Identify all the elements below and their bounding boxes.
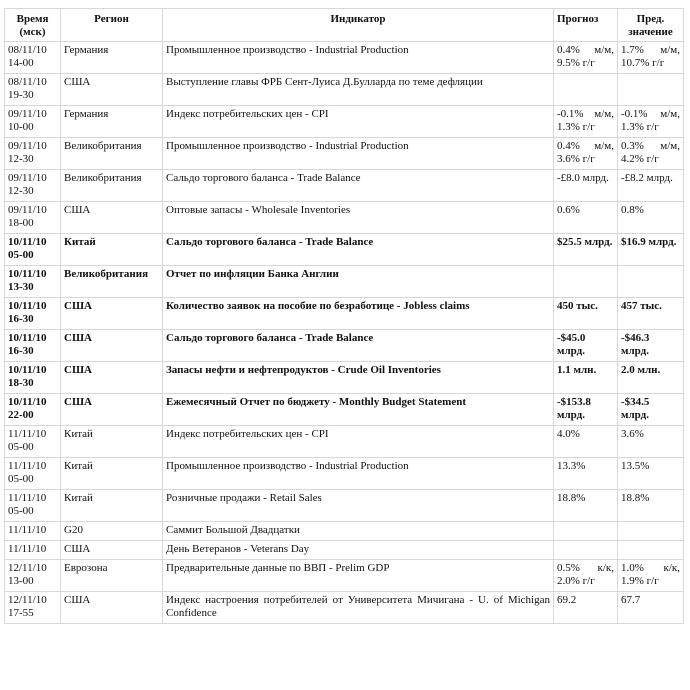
forecast-cell: 1.1 млн. [554,362,618,394]
date-text: 11/11/10 [8,492,47,504]
previous-cell: 18.8% [618,490,684,522]
time-cell [5,592,61,624]
time-cell [5,234,61,266]
time-cell [5,426,61,458]
date-text: 09/11/10 [8,108,47,120]
time-cell [5,560,61,592]
indicator-cell: Индекс настроения потребителей от Университета Мичигана - U. of Michigan Confidence [163,592,554,624]
region-cell: Китай [61,490,163,522]
date-text: 11/11/10 [8,428,47,440]
time-cell [5,541,61,560]
header-previous-line1: Пред. [636,13,665,25]
previous-cell [618,266,684,298]
region-cell: США [61,541,163,560]
table-row [5,138,684,170]
table-row [5,42,684,74]
time-text: 05-00 [8,249,34,261]
time-text: 16-30 [8,313,34,325]
time-text: 18-30 [8,377,34,389]
time-text: 22-00 [8,409,34,421]
time-text: 18-00 [8,217,34,229]
date-text: 09/11/10 [8,172,47,184]
previous-cell: -$34.5 млрд. [618,394,684,426]
table-row [5,458,684,490]
indicator-cell: Отчет по инфляции Банка Англии [163,266,554,298]
time-cell [5,106,61,138]
header-previous [618,9,684,42]
table-row [5,74,684,106]
indicator-cell: День Ветеранов - Veterans Day [163,541,554,560]
table-row [5,234,684,266]
indicator-cell: Саммит Большой Двадцатки [163,522,554,541]
date-text: 10/11/10 [8,364,47,376]
header-row [5,9,684,42]
indicator-cell: Выступление главы ФРБ Сент-Луиса Д.Булларда по теме дефляции [163,74,554,106]
economic-calendar-table [4,8,684,624]
forecast-cell: 18.8% [554,490,618,522]
indicator-cell: Промышленное производство - Industrial Production [163,458,554,490]
time-cell [5,458,61,490]
previous-cell: 2.0 млн. [618,362,684,394]
date-text: 10/11/10 [8,396,47,408]
forecast-cell [554,266,618,298]
indicator-cell: Сальдо торгового баланса - Trade Balance [163,330,554,362]
region-cell: США [61,394,163,426]
previous-cell [618,74,684,106]
forecast-cell: -£8.0 млрд. [554,170,618,202]
time-cell [5,490,61,522]
forecast-cell [554,541,618,560]
indicator-cell: Промышленное производство - Industrial Production [163,138,554,170]
forecast-cell [554,522,618,541]
time-text: 05-00 [8,473,34,485]
forecast-cell: 450 тыс. [554,298,618,330]
indicator-cell: Запасы нефти и нефтепродуктов - Crude Oil Inventories [163,362,554,394]
date-text: 11/11/10 [8,460,47,472]
time-text: 05-00 [8,441,34,453]
time-text: 16-30 [8,345,34,357]
previous-cell: -$46.3 млрд. [618,330,684,362]
table-row [5,541,684,560]
previous-cell [618,522,684,541]
date-text: 12/11/10 [8,562,47,574]
region-cell: Германия [61,106,163,138]
forecast-cell: 69.2 [554,592,618,624]
table-row [5,202,684,234]
date-text: 10/11/10 [8,300,47,312]
previous-cell: 1.7% м/м, 10.7% г/г [618,42,684,74]
date-text: 12/11/10 [8,594,47,606]
indicator-cell: Сальдо торгового баланса - Trade Balance [163,170,554,202]
time-text: 10-00 [8,121,34,133]
forecast-cell: 0.6% [554,202,618,234]
previous-cell: 13.5% [618,458,684,490]
time-cell [5,138,61,170]
previous-cell: 3.6% [618,426,684,458]
region-cell: США [61,592,163,624]
date-text: 11/11/10 [8,543,47,555]
date-text: 10/11/10 [8,236,47,248]
header-time [5,9,61,42]
region-cell: Великобритания [61,138,163,170]
time-text: 12-30 [8,185,34,197]
table-row [5,394,684,426]
date-text: 08/11/10 [8,76,47,88]
table-row [5,298,684,330]
indicator-cell: Предварительные данные по ВВП - Prelim GDP [163,560,554,592]
indicator-cell: Розничные продажи - Retail Sales [163,490,554,522]
time-cell [5,522,61,541]
time-cell [5,362,61,394]
indicator-cell: Количество заявок на пособие по безработице - Jobless claims [163,298,554,330]
previous-cell: -0.1% м/м, 1.3% г/г [618,106,684,138]
previous-cell: 457 тыс. [618,298,684,330]
header-region: Регион [61,9,163,42]
indicator-cell: Индекс потребительских цен - CPI [163,426,554,458]
region-cell: Германия [61,42,163,74]
header-indicator: Индикатор [163,9,554,42]
header-forecast: Прогноз [554,9,618,42]
header-time-line1: Время [16,13,49,25]
region-cell: Великобритания [61,266,163,298]
region-cell: США [61,74,163,106]
table-row [5,490,684,522]
forecast-cell: 0.4% м/м, 3.6% г/г [554,138,618,170]
region-cell: Китай [61,426,163,458]
region-cell: Китай [61,234,163,266]
region-cell: Великобритания [61,170,163,202]
previous-cell: 67.7 [618,592,684,624]
indicator-cell: Сальдо торгового баланса - Trade Balance [163,234,554,266]
time-text: 13-30 [8,281,34,293]
previous-cell: -£8.2 млрд. [618,170,684,202]
time-text: 14-00 [8,57,34,69]
previous-cell: 0.3% м/м, 4.2% г/г [618,138,684,170]
date-text: 11/11/10 [8,524,47,536]
region-cell: США [61,298,163,330]
header-time-line2: (мск) [19,26,46,38]
time-cell [5,42,61,74]
time-cell [5,74,61,106]
forecast-cell: $25.5 млрд. [554,234,618,266]
forecast-cell: 0.5% к/к, 2.0% г/г [554,560,618,592]
region-cell: G20 [61,522,163,541]
forecast-cell: 13.3% [554,458,618,490]
time-text: 13-00 [8,575,34,587]
time-cell [5,266,61,298]
time-cell [5,202,61,234]
previous-cell [618,541,684,560]
table-row [5,426,684,458]
header-previous-line2: значение [628,26,673,38]
time-cell [5,330,61,362]
time-text: 05-00 [8,505,34,517]
forecast-cell: -$45.0 млрд. [554,330,618,362]
table-body [5,42,684,624]
forecast-cell [554,74,618,106]
date-text: 09/11/10 [8,204,47,216]
table-row [5,362,684,394]
forecast-cell: 0.4% м/м, 9.5% г/г [554,42,618,74]
table-row [5,170,684,202]
date-text: 10/11/10 [8,332,47,344]
previous-cell: 1.0% к/к, 1.9% г/г [618,560,684,592]
forecast-cell: -$153.8 млрд. [554,394,618,426]
time-cell [5,394,61,426]
table-row [5,330,684,362]
table-row [5,266,684,298]
indicator-cell: Оптовые запасы - Wholesale Inventories [163,202,554,234]
table-row [5,522,684,541]
date-text: 10/11/10 [8,268,47,280]
time-text: 17-55 [8,607,34,619]
table-row [5,592,684,624]
date-text: 08/11/10 [8,44,47,56]
time-text: 12-30 [8,153,34,165]
indicator-cell: Ежемесячный Отчет по бюджету - Monthly Budget Statement [163,394,554,426]
region-cell: США [61,362,163,394]
date-text: 09/11/10 [8,140,47,152]
region-cell: США [61,202,163,234]
indicator-cell: Индекс потребительских цен - CPI [163,106,554,138]
region-cell: Китай [61,458,163,490]
table-row [5,560,684,592]
previous-cell: $16.9 млрд. [618,234,684,266]
time-text: 19-30 [8,89,34,101]
indicator-cell: Промышленное производство - Industrial Production [163,42,554,74]
forecast-cell: -0.1% м/м, 1.3% г/г [554,106,618,138]
region-cell: США [61,330,163,362]
time-cell [5,298,61,330]
region-cell: Еврозона [61,560,163,592]
time-cell [5,170,61,202]
table-row [5,106,684,138]
forecast-cell: 4.0% [554,426,618,458]
previous-cell: 0.8% [618,202,684,234]
